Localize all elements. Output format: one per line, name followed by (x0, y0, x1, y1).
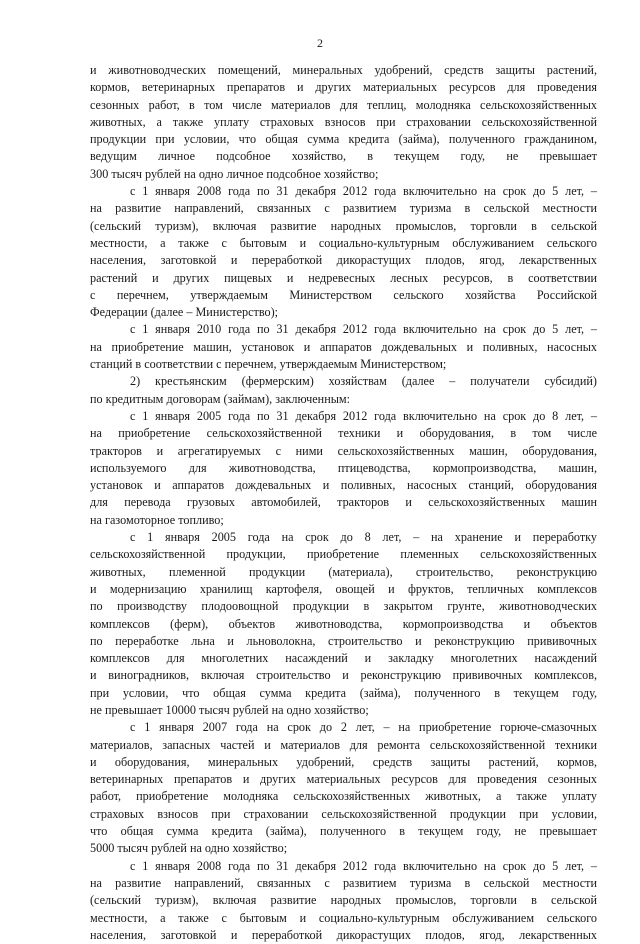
text-line: Федерации (далее – Министерство); (90, 305, 279, 320)
text-line: ведущим личное подсобное хозяйство, в текущем году, не превышает (90, 149, 597, 164)
text-line: на развитие направлений, связанных с развитием туризма в сельской местности (90, 875, 597, 890)
text-line: на приобретение сельскохозяйственной техники и оборудования, в том числе (90, 426, 597, 441)
text-line: с 1 января 2010 года по 31 декабря 2012 года включительно на срок до 5 лет, – (130, 322, 597, 337)
text-line: с 1 января 2005 года на срок до 8 лет, – на хранение и переработку (130, 530, 597, 545)
text-line: с 1 января 2007 года на срок до 2 лет, – на приобретение горюче-смазочных (130, 720, 597, 735)
text-line: (сельский туризм), включая развитие народных промыслов, торговли в сельской (90, 893, 597, 908)
text-line: населения, заготовкой и переработкой дикорастущих плодов, ягод, лекарственных (90, 253, 597, 268)
text-line: сезонных работ, в том числе материалов для теплиц, молодняка сельскохозяйственных (90, 97, 597, 112)
text-line: 5000 тысяч рублей на одно хозяйство; (90, 841, 288, 856)
text-line: (сельский туризм), включая развитие народных промыслов, торговли в сельской (90, 218, 597, 233)
text-line: комплексов (ферм), объектов животноводства, кормопроизводства и объектов (90, 616, 597, 631)
text-line: местности, а также с бытовым и социально-культурным обслуживанием сельского (90, 235, 597, 250)
text-line: продукции при условии, что общая сумма кредита (займа), полученного гражданином, (90, 132, 597, 147)
text-line: при условии, что общая сумма кредита (займа), полученного в текущем году, (90, 685, 597, 700)
text-line: 2) крестьянским (фермерским) хозяйствам (далее – получатели субсидий) (130, 374, 597, 389)
text-line: ветеринарных препаратов и других материальных ресурсов для проведения сезонных (90, 772, 597, 787)
text-line: населения, заготовкой и переработкой дикорастущих плодов, ягод, лекарственных (90, 927, 597, 942)
text-line: с 1 января 2005 года по 31 декабря 2012 года включительно на срок до 8 лет, – (130, 408, 597, 423)
text-line: материалов, запасных частей и материалов для ремонта сельскохозяйственной техники (90, 737, 597, 752)
text-line: по производству плодоовощной продукции в закрытом грунте, животноводческих (90, 599, 597, 614)
text-line: и животноводческих помещений, минеральных удобрений, средств защиты растений, (90, 63, 597, 77)
text-line: с перечнем, утверждаемым Министерством сельского хозяйства Российской (90, 287, 597, 302)
text-line: по кредитным договорам (займам), заключенным: (90, 391, 351, 406)
text-line: для перевода грузовых автомобилей, тракторов и сельскохозяйственных машин (90, 495, 597, 510)
text-line: 300 тысяч рублей на одно личное подсобное хозяйство; (90, 166, 379, 181)
text-line: установок и аппаратов дождевальных и поливных, насосных станций, оборудования (90, 478, 597, 493)
page-number: 2 (317, 36, 323, 50)
text-line: станций в соответствии с перечнем, утверждаемым Министерством; (90, 357, 447, 372)
text-line: животных, а также уплату страховых взносов при страховании сельскохозяйственной (90, 114, 597, 129)
text-line: по переработке льна и льноволокна, строительство и реконструкцию прививочных (90, 633, 597, 648)
text-line: используемого для животноводства, птицеводства, кормопроизводства, машин, (90, 460, 597, 475)
text-line: на газомоторное топливо; (90, 512, 224, 527)
text-line: сельскохозяйственной продукции, приобретение племенных сельскохозяйственных (90, 547, 597, 562)
document-body (90, 62, 597, 944)
text-line: не превышает 10000 тысяч рублей на одно хозяйство; (90, 702, 369, 717)
text-line: и модернизацию хранилищ картофеля, овощей и фруктов, тепличных комплексов (90, 581, 597, 596)
text-line: работ, приобретение молодняка сельскохозяйственных животных, а также уплату (90, 789, 597, 804)
text-line: страховых взносов при страховании сельскохозяйственной продукции при условии, (90, 806, 597, 821)
text-line: кормов, ветеринарных препаратов и других материальных ресурсов для проведения (90, 80, 597, 95)
text-line: местности, а также с бытовым и социально-культурным обслуживанием сельского (90, 910, 597, 925)
text-line: что общая сумма кредита (займа), полученного в текущем году, не превышает (90, 824, 597, 839)
text-line: на приобретение машин, установок и аппаратов дождевальных и поливных, насосных (90, 339, 597, 354)
text-line: тракторов и агрегатируемых с ними сельскохозяйственных машин, оборудования, (90, 443, 597, 458)
text-line: с 1 января 2008 года по 31 декабря 2012 года включительно на срок до 5 лет, – (130, 184, 597, 199)
text-line: на развитие направлений, связанных с развитием туризма в сельской местности (90, 201, 597, 216)
text-line: с 1 января 2008 года по 31 декабря 2012 года включительно на срок до 5 лет, – (130, 858, 597, 873)
text-line: растений и других пищевых и недревесных лесных ресурсов, в соответствии (90, 270, 597, 285)
text-line: животных, племенной продукции (материала), строительство, реконструкцию (90, 564, 597, 579)
text-line: комплексов для многолетних насаждений и закладку многолетних насаждений (90, 651, 597, 666)
text-line: и виноградников, включая строительство и реконструкцию прививочных комплексов, (90, 668, 597, 683)
text-line: и оборудования, минеральных удобрений, средств защиты растений, кормов, (90, 754, 597, 769)
